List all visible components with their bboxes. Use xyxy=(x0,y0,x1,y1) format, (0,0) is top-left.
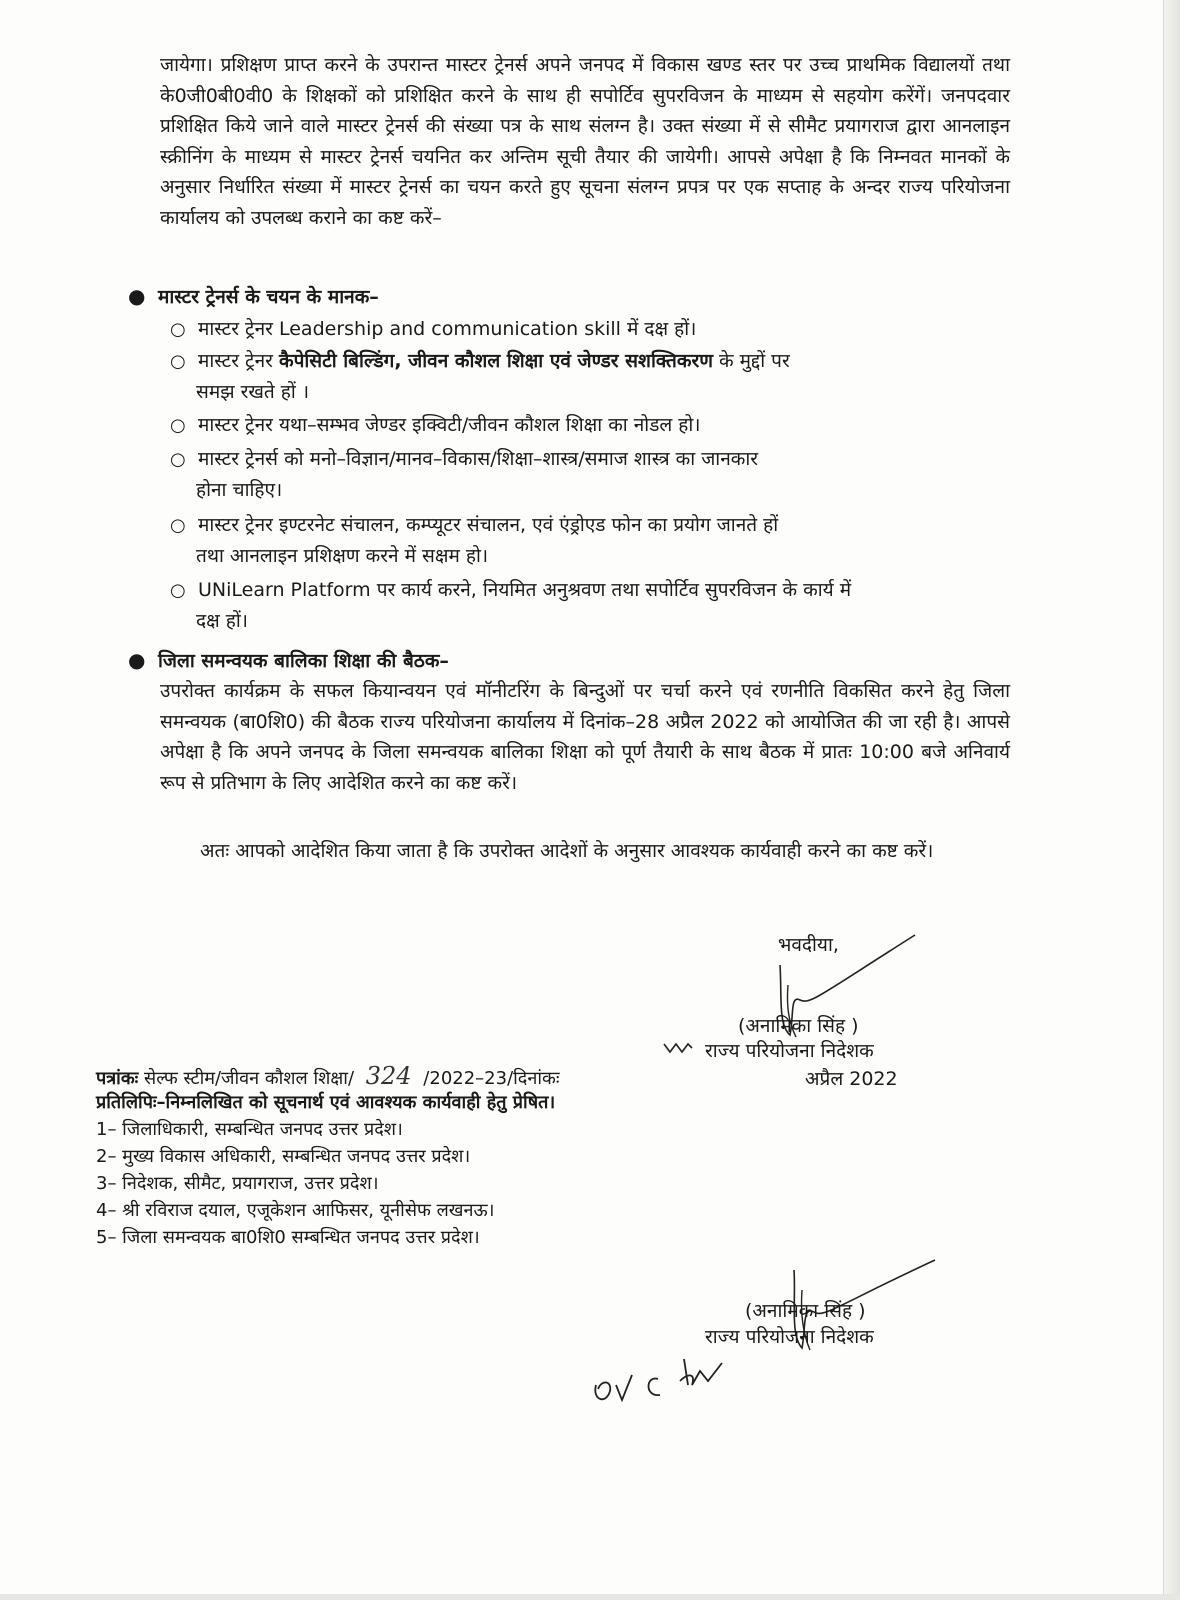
circle-bullet-icon: ○ xyxy=(170,515,186,536)
criteria-item-bold: कैपेसिटी बिल्डिंग, जीवन कौशल शिक्षा एवं जेण्डर सशक्तिकरण xyxy=(279,350,713,372)
reference-line xyxy=(96,1062,559,1090)
bullet-icon: ● xyxy=(128,648,146,672)
meeting-heading xyxy=(128,647,449,673)
reference-suffix: /2022–23/दिनांकः xyxy=(423,1068,560,1089)
letter-date: अप्रैल 2022 xyxy=(805,1068,898,1090)
initials-mark xyxy=(662,1040,694,1056)
criteria-item xyxy=(170,510,1010,572)
signatory-name-2: (अनामिका सिंह ) xyxy=(745,1300,866,1322)
signatory-name: (अनामिका सिंह ) xyxy=(738,1015,859,1037)
criteria-item-continuation: होना चाहिए। xyxy=(196,479,283,501)
copy-to-item: 2– मुख्य विकास अधिकारी, सम्बन्धित जनपद उत्तर प्रदेश। xyxy=(96,1146,471,1167)
circle-bullet-icon: ○ xyxy=(170,449,186,470)
copy-to-list xyxy=(96,1116,494,1251)
copy-to-item: 4– श्री रविराज दयाल, एजूकेशन आफिसर, यूनीसेफ लखनऊ। xyxy=(96,1200,495,1221)
criteria-item-text: मास्टर ट्रेनर यथा–सम्भव जेण्डर इक्विटी/जीवन कौशल शिक्षा का नोडल हो। xyxy=(198,414,701,436)
criteria-item xyxy=(170,346,1010,408)
signatory-designation-2: राज्य परियोजना निदेशक xyxy=(705,1326,874,1348)
page-edge xyxy=(1163,0,1180,1600)
circle-bullet-icon: ○ xyxy=(170,415,186,436)
criteria-heading-text: मास्टर ट्रेनर्स के चयन के मानक– xyxy=(158,286,379,308)
criteria-item-continuation: तथा आनलाइन प्रशिक्षण करने में सक्षम हो। xyxy=(196,545,489,567)
signatory-designation: राज्य परियोजना निदेशक xyxy=(705,1040,874,1062)
criteria-item xyxy=(170,575,1010,637)
criteria-item xyxy=(170,444,1010,506)
criteria-item-text: मास्टर ट्रेनर्स को मनो–विज्ञान/मानव–विकास/शिक्षा–शास्त्र/समाज शास्त्र का जानकार xyxy=(198,448,759,470)
criteria-item-text: UNiLearn Platform पर कार्य करने, नियमित अनुश्रवण तथा सपोर्टिव सुपरविजन के कार्य में xyxy=(198,579,852,601)
copy-to-item: 5– जिला समन्वयक बा0शि0 सम्बन्धित जनपद उत्तर प्रदेश। xyxy=(96,1227,480,1248)
closing-paragraph: अतः आपको आदेशित किया जाता है कि उपरोक्त आदेशों के अनुसार आवश्यक कार्यवाही करने का कष्ट करें। xyxy=(200,840,934,862)
circle-bullet-icon: ○ xyxy=(170,319,186,340)
salutation: भवदीया, xyxy=(778,934,839,956)
handwritten-note xyxy=(588,1345,738,1415)
meeting-heading-text: जिला समन्वयक बालिका शिक्षा की बैठक– xyxy=(158,650,449,672)
criteria-item xyxy=(170,410,1010,441)
criteria-item-text: मास्टर ट्रेनर इण्टरनेट संचालन, कम्प्यूटर संचालन, एवं एंड्रोएड फोन का प्रयोग जानते हों xyxy=(198,514,779,536)
copy-to-heading: प्रतिलिपिः–निम्नलिखित को सूचनार्थ एवं आवश्यक कार्यवाही हेतु प्रेषित। xyxy=(96,1092,556,1113)
reference-number: 324 xyxy=(365,1062,412,1090)
criteria-heading xyxy=(128,283,379,309)
criteria-item-continuation: दक्ष हों। xyxy=(196,610,248,632)
reference-text: सेल्फ स्टीम/जीवन कौशल शिक्षा/ xyxy=(144,1068,355,1089)
criteria-item xyxy=(170,314,1010,345)
criteria-item-text: मास्टर ट्रेनर xyxy=(198,350,279,372)
criteria-item-text-post: के मुद्दों पर xyxy=(712,350,790,372)
criteria-item-text: मास्टर ट्रेनर Leadership and communication skill में दक्ष हों। xyxy=(198,318,697,340)
meeting-paragraph: उपरोक्त कार्यक्रम के सफल कियान्वयन एवं मॉनीटरिंग के बिन्दुओं पर चर्चा करने एवं रणनीति विकसित करने हेतु जिला समन्वयक (बा0शि0) की बैठक राज्य परियोजना कार्यालय में दिनांक–28 अप्रैल 2022 को आयोजित की जा रही है। आपसे अपेक्षा है कि अपने जनपद के जिला समन्वयक बालिका शिक्षा को पूर्ण तैयारी के साथ बैठक में प्रातः 10:00 बजे अनिवार्य रूप से प्रतिभाग के लिए आदेशित करने का कष्ट करें। xyxy=(160,680,1010,794)
reference-label: पत्रांकः xyxy=(96,1068,139,1089)
copy-to-item: 3– निदेशक, सीमैट, प्रयागराज, उत्तर प्रदेश। xyxy=(96,1173,379,1194)
circle-bullet-icon: ○ xyxy=(170,351,186,372)
criteria-item-continuation: समझ रखते हों । xyxy=(196,381,310,403)
page-bottom-edge xyxy=(0,1594,1180,1600)
copy-to-item: 1– जिलाधिकारी, सम्बन्धित जनपद उत्तर प्रदेश। xyxy=(96,1119,403,1140)
intro-paragraph: जायेगा। प्रशिक्षण प्राप्त करने के उपरान्त मास्टर ट्रेनर्स अपने जनपद में विकास खण्ड स्तर पर उच्च प्राथमिक विद्यालयों तथा के0जी0बी0वी0 के शिक्षकों को प्रशिक्षित करने के साथ ही सपोर्टिव सुपरविजन के माध्यम से सहयोग करेंगें। जनपदवार प्रशिक्षित किये जाने वाले मास्टर ट्रेनर्स की संख्या पत्र के साथ संलग्न है। उक्त संख्या में से सीमैट प्रयागराज द्वारा आनलाइन स्क्रीनिंग के माध्यम से मास्टर ट्रेनर्स चयनित कर अन्तिम सूची तैयार की जायेगी। आपसे अपेक्षा है कि निम्नवत मानकों के अनुसार निर्धारित संख्या में मास्टर ट्रेनर्स का चयन करते हुए सूचना संलग्न प्रपत्र पर एक सप्ताह के अन्दर राज्य परियोजना कार्यालय को उपलब्ध कराने का कष्ट करें– xyxy=(160,54,1010,229)
bullet-icon: ● xyxy=(128,284,146,308)
circle-bullet-icon: ○ xyxy=(170,580,186,601)
